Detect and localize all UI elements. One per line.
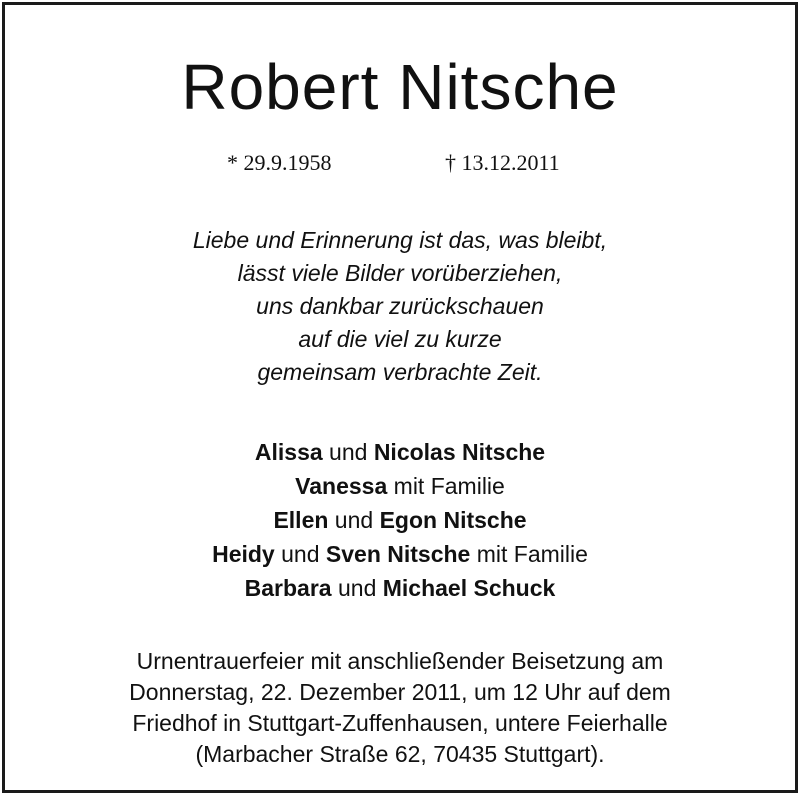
mourner-name: Egon Nitsche xyxy=(379,507,527,533)
mourner-name: Sven Nitsche xyxy=(325,541,471,567)
poem-line: gemeinsam verbrachte Zeit. xyxy=(257,359,543,385)
obituary-frame xyxy=(2,2,798,793)
mourner-name: Alissa xyxy=(254,439,323,465)
mourner-line xyxy=(5,571,795,605)
poem-line: uns dankbar zurückschauen xyxy=(256,293,544,319)
mourners-list xyxy=(5,435,795,605)
memorial-poem xyxy=(5,224,795,389)
poem-line: auf die viel zu kurze xyxy=(298,326,502,352)
poem-line: lässt viele Bilder vorüberziehen, xyxy=(237,260,563,286)
deceased-name: Robert Nitsche xyxy=(181,51,619,123)
mourner-conjunction: und xyxy=(274,541,326,567)
death-date: † 13.12.2011 xyxy=(445,150,560,175)
mourner-name: Heidy xyxy=(212,541,275,567)
mourner-conjunction: und xyxy=(322,439,374,465)
mourner-line xyxy=(5,503,795,537)
birth-date: * 29.9.1958 xyxy=(227,150,332,175)
mourner-name: Barbara xyxy=(244,575,332,601)
notice-line: Friedhof in Stuttgart-Zuffenhausen, untere Feierhalle xyxy=(132,710,668,736)
mourner-name: Michael Schuck xyxy=(382,575,556,601)
mourner-name: Vanessa xyxy=(295,473,388,499)
notice-line: Urnentrauerfeier mit anschließender Beisetzung am xyxy=(136,648,664,674)
mourner-conjunction: und xyxy=(328,507,380,533)
notice-line: (Marbacher Straße 62, 70435 Stuttgart). xyxy=(195,741,605,767)
mourner-name: Ellen xyxy=(273,507,329,533)
mourner-suffix: mit Familie xyxy=(387,473,505,499)
funeral-service-notice xyxy=(5,646,795,770)
mourner-conjunction: und xyxy=(331,575,383,601)
mourner-line xyxy=(5,537,795,571)
mourner-suffix: mit Familie xyxy=(470,541,588,567)
mourner-line xyxy=(5,435,795,469)
poem-line: Liebe und Erinnerung ist das, was bleibt, xyxy=(192,227,608,253)
notice-line: Donnerstag, 22. Dezember 2011, um 12 Uhr auf dem xyxy=(129,679,671,705)
mourner-line xyxy=(5,469,795,503)
mourner-name: Nicolas Nitsche xyxy=(373,439,546,465)
